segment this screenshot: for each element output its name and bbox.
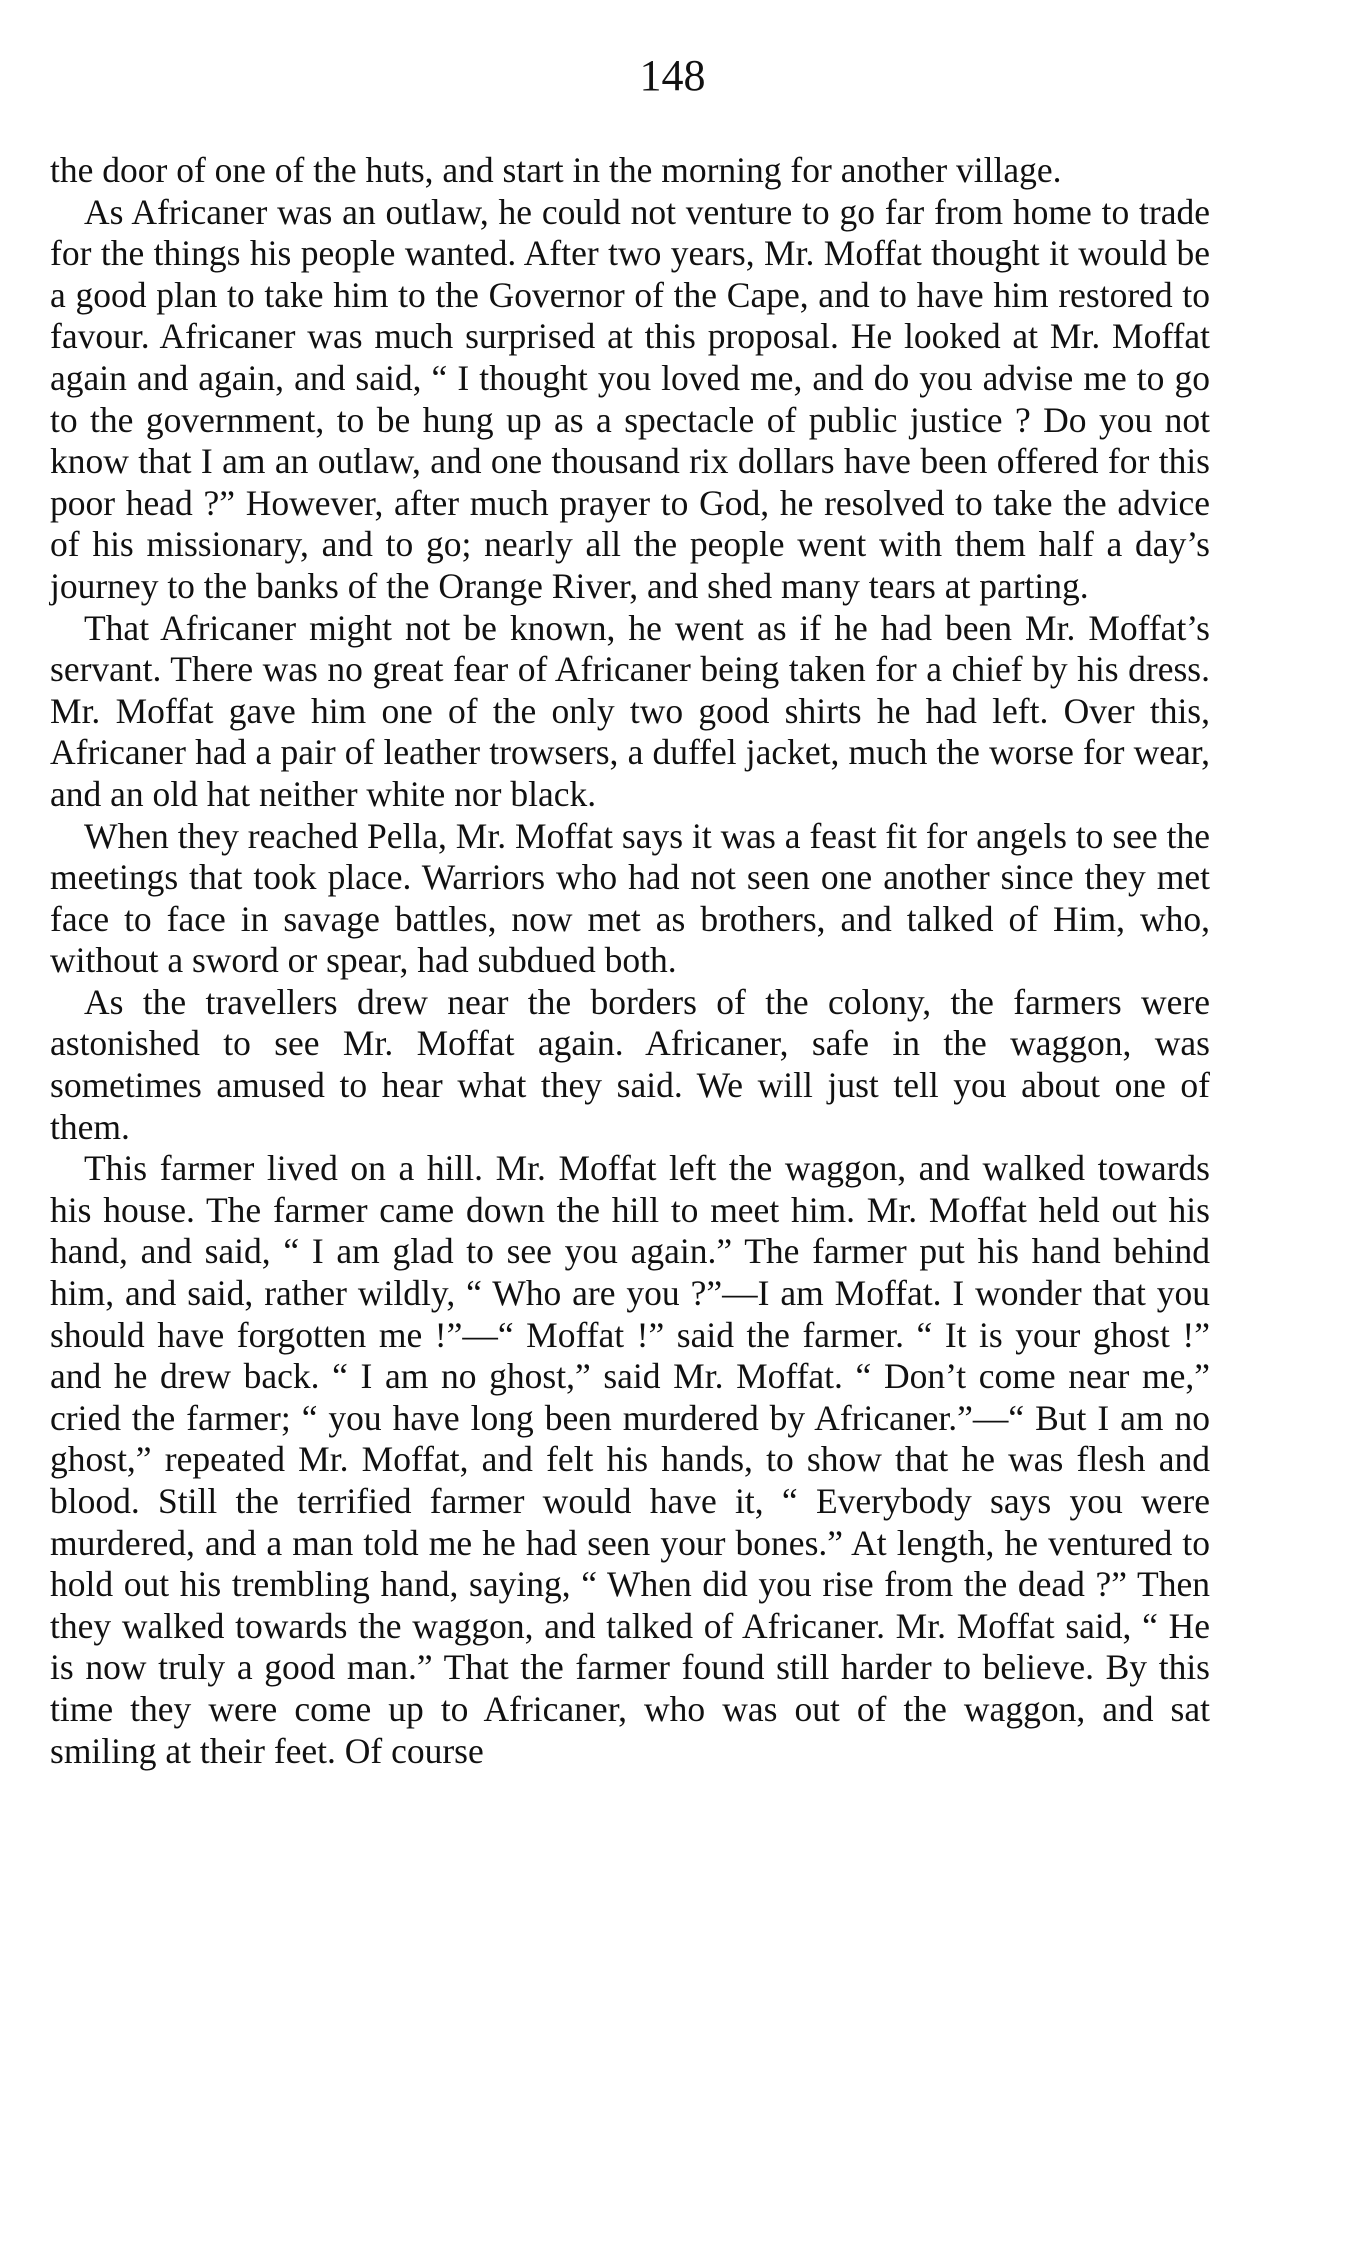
paragraph-continued: the door of one of the huts, and start in the morning for another village. bbox=[50, 150, 1062, 190]
paragraph-africaner-outlaw: As Africaner was an outlaw, he could not venture to go far from home to trade for the things his people wanted. After two years, Mr. Moffat thought it would be a good plan to take him to the Governor of the Cape, and to have him restored to favour. Africaner was much surprised at this proposal. He looked at Mr. Moffat again and again, and said, “ I thought you loved me, and do you advise me to go to the government, to be hung up as a spectacle of public justice ? Do you not know that I am an outlaw, and one thousand rix dollars have been offered for this poor head ?” However, after much prayer to God, he resolved to take the advice of his missionary, and to go; nearly all the people went with them half a day’s journey to the banks of the Orange River, and shed many tears at parting. bbox=[50, 191, 1210, 606]
paragraph-farmer-ghost: This farmer lived on a hill. Mr. Moffat left the waggon, and walked towards his house. The farmer came down the hill to meet him. Mr. Moffat held out his hand, and said, “ I am glad to see you again.” The farmer put his hand behind him, and said, rather wildly, “ Who are you ?”—I am Moffat. I wonder that you should have forgotten me !”—“ Moffat !” said the farmer. “ It is your ghost !” and he drew back. “ I am no ghost,” said Mr. Moffat. “ Don’t come near me,” cried the farmer; “ you have long been murdered by Africaner.”—“ But I am no ghost,” repeated Mr. Moffat, and felt his hands, to show that he was flesh and blood. Still the terrified farmer would have it, “ Everybody says you were murdered, and a man told me he had seen your bones.” At length, he ventured to hold out his trembling hand, saying, “ When did you rise from the dead ?” Then they walked towards the waggon, and talked of Africaner. Mr. Moffat said, “ He is now truly a good man.” That the farmer found still harder to believe. By this time they were come up to Africaner, who was out of the waggon, and sat smiling at their feet. Of course bbox=[50, 1148, 1210, 1771]
paragraph-servant-disguise: That Africaner might not be known, he went as if he had been Mr. Moffat’s servant. There was no great fear of Africaner being taken for a chief by his dress. Mr. Moffat gave him one of the only two good shirts he had left. Over this, Africaner had a pair of leather trowsers, a duffel jacket, much the worse for wear, and an old hat neither white nor black. bbox=[50, 607, 1210, 814]
paragraph-pella-meetings: When they reached Pella, Mr. Moffat says it was a feast fit for angels to see the meetings that took place. Warriors who had not seen one another since they met face to face in savage battles, now met as brothers, and talked of Him, who, without a sword or spear, had subdued both. bbox=[50, 815, 1210, 981]
body-text bbox=[50, 150, 1210, 1772]
page-number: 148 bbox=[639, 51, 706, 100]
paragraph-colony-borders: As the travellers drew near the borders of the colony, the farmers were astonished to see Mr. Moffat again. Africaner, safe in the waggon, was sometimes amused to hear what they said. We will just tell you about one of them. bbox=[50, 981, 1210, 1147]
